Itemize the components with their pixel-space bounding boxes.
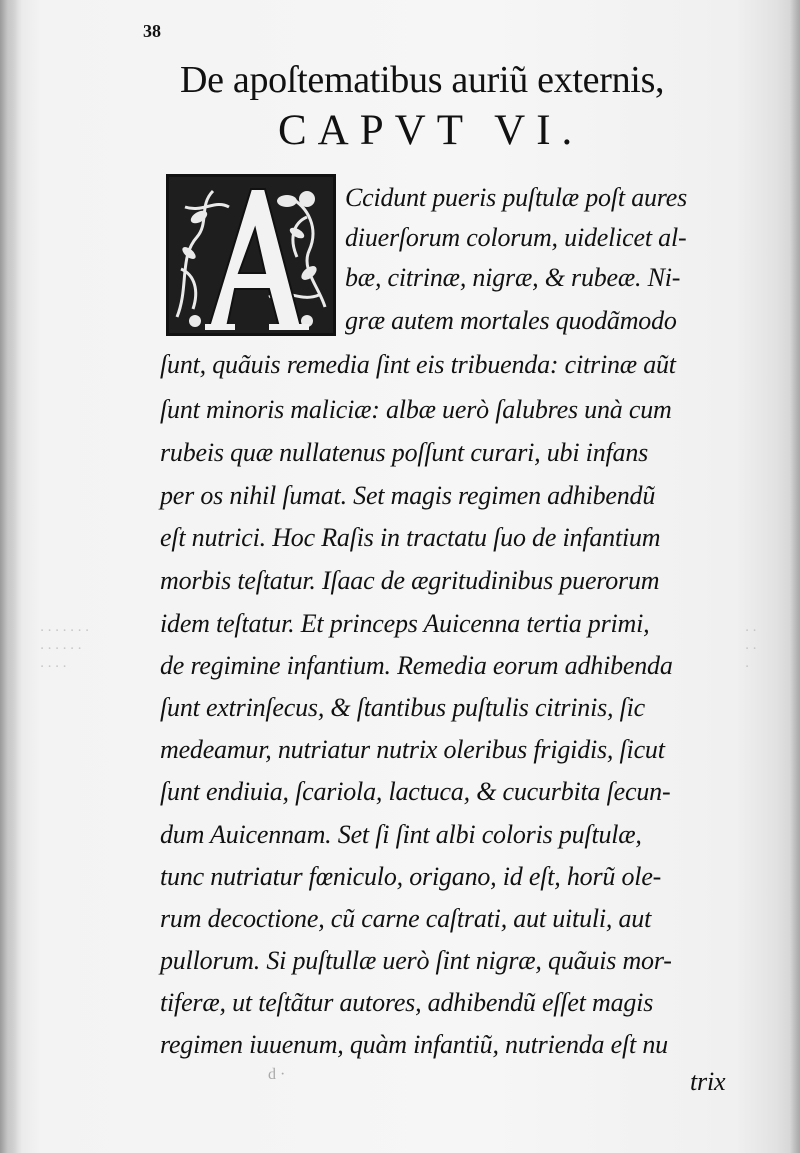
page-number: 38 — [143, 21, 161, 41]
text-line: ſunt endiuia, ſcariola, lactuca, & cucurbita ſecun- — [160, 777, 671, 806]
text-line: medeamur, nutriatur nutrix oleribus frigidis, ſicut — [160, 735, 665, 764]
text-line: eſt nutrici. Hoc Raſis in tractatu ſuo de infantium — [160, 523, 661, 552]
text-line: morbis teſtatur. Iſaac de ægritudinibus puerorum — [160, 566, 660, 595]
text-line: diuerſorum colorum, uidelicet al- — [345, 223, 687, 252]
text-line: tunc nutriatur fœniculo, origano, id eſt, horũ ole- — [160, 862, 662, 891]
text-line: bæ, citrinæ, nigræ, & rubeæ. Ni- — [345, 263, 681, 292]
text-line: Ccidunt pueris puſtulæ poſt aures — [345, 183, 688, 212]
text-line: pullorum. Si puſtullæ uerò ſint nigræ, quãuis mor- — [160, 946, 672, 975]
text-line: rum decoctione, cũ carne caſtrati, aut uituli, aut — [160, 904, 652, 933]
text-line: idem teſtatur. Et princeps Auicenna tertia primi, — [160, 609, 650, 638]
text-line: ſunt minoris maliciæ: albæ uerò ſalubres unà cum — [160, 395, 672, 424]
text-line: de regimine infantium. Remedia eorum adhibenda — [160, 651, 673, 680]
catchword: trix — [690, 1067, 726, 1096]
text-line: tiferæ, ut teſtãtur autores, adhibendũ eſſet magis — [160, 988, 654, 1017]
show-through-text: · · · · · · · · · · · · · · · · · — [40, 623, 89, 675]
text-line: ſunt, quãuis remedia ſint eis tribuenda: citrinæ aũt — [160, 350, 676, 379]
text-line: dum Auicennam. Set ſi ſint albi coloris puſtulæ, — [160, 820, 642, 849]
text-line: regimen iuuenum, quàm infantiũ, nutrienda eſt nu — [160, 1030, 668, 1059]
show-through-text-right: · · · · · — [745, 623, 757, 675]
text-line: rubeis quæ nullatenus poſſunt curari, ubi infans — [160, 438, 649, 467]
text-line: græ autem mortales quodãmodo — [345, 306, 677, 335]
signature-mark: d · — [268, 1066, 286, 1083]
chapter-heading: De apoſtematibus auriũ externis, — [180, 59, 665, 101]
chapter-number: CAPVT VI. — [278, 107, 584, 154]
text-line: ſunt extrinſecus, & ſtantibus puſtulis citrinis, ſic — [160, 693, 646, 722]
text-line: per os nihil ſumat. Set magis regimen adhibendũ — [160, 481, 656, 510]
